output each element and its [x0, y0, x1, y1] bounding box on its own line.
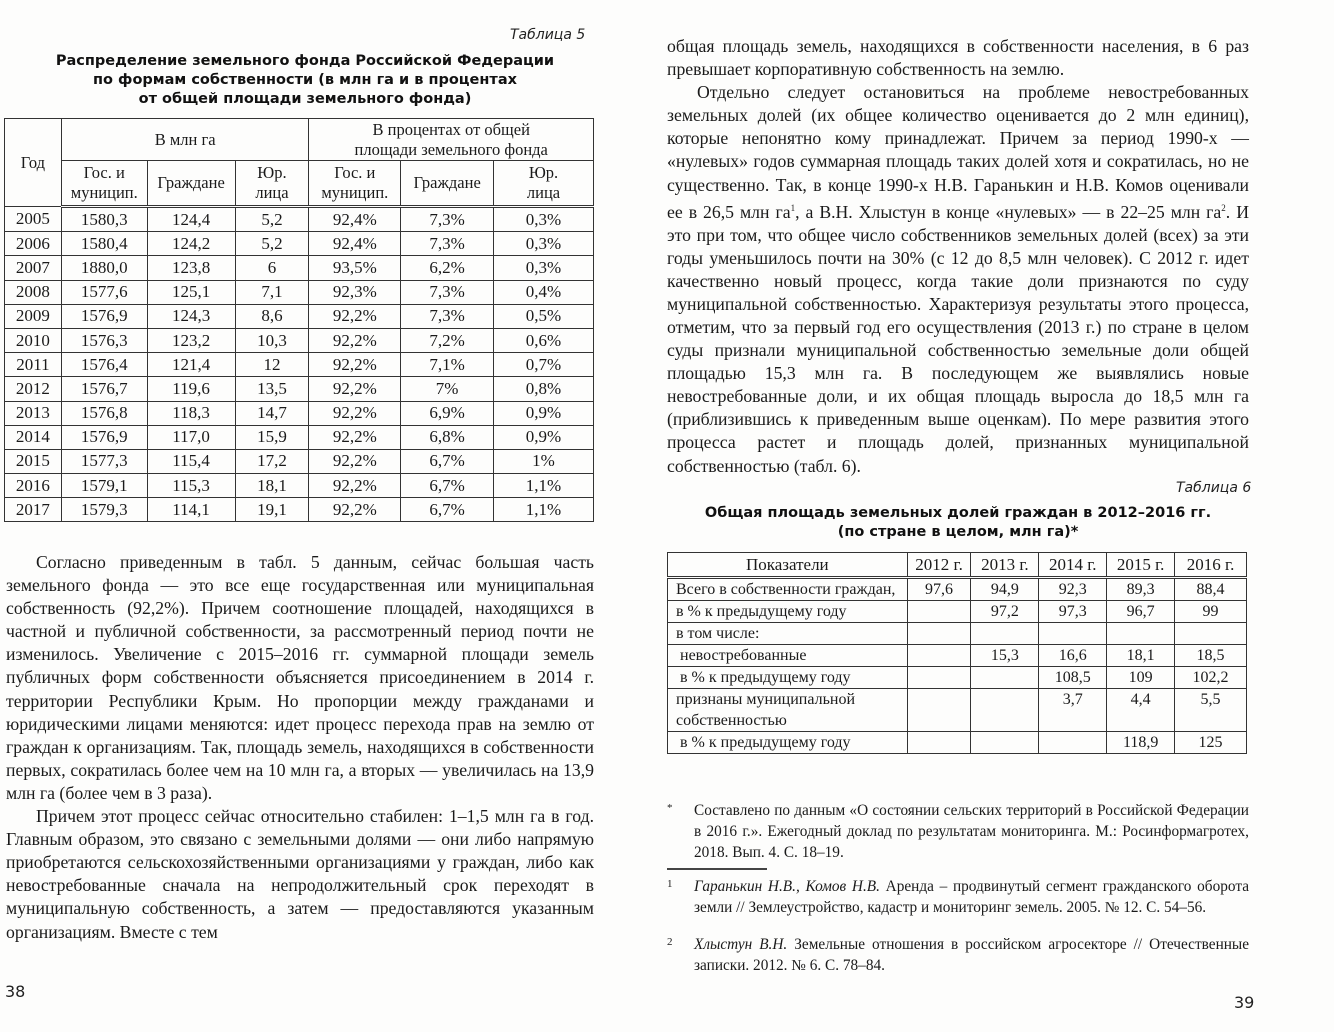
value-cell [907, 623, 971, 645]
value-cell: 92,2% [309, 474, 401, 498]
value-cell: 96,7 [1107, 601, 1175, 623]
header-year: 2014 г. [1039, 553, 1107, 578]
value-cell: 18,1 [235, 474, 309, 498]
value-cell [907, 689, 971, 732]
value-cell: 97,3 [1039, 601, 1107, 623]
value-cell: 0,6% [494, 328, 594, 352]
value-cell: 92,2% [309, 353, 401, 377]
value-cell: 6,9% [401, 401, 494, 425]
year-cell: 2013 [5, 401, 62, 425]
value-cell: 7% [401, 377, 494, 401]
value-cell: 5,2 [235, 232, 309, 256]
value-cell: 97,6 [907, 578, 971, 601]
indicator-cell: в % к предыдущему году [668, 601, 908, 623]
table6 [667, 552, 1247, 754]
value-cell: 6,8% [401, 425, 494, 449]
table-row [5, 498, 594, 522]
value-cell: 92,3% [309, 280, 401, 304]
paragraph [667, 81, 1249, 477]
value-cell: 92,2% [309, 449, 401, 473]
value-cell: 123,8 [147, 256, 235, 280]
table-row [668, 578, 1247, 601]
header-indicator: Показатели [668, 553, 908, 578]
value-cell: 1580,4 [61, 232, 147, 256]
footnote-divider [667, 868, 767, 870]
footnote-2 [667, 934, 1250, 976]
value-cell: 0,9% [494, 425, 594, 449]
table-row [668, 601, 1247, 623]
value-cell: 124,3 [147, 304, 235, 328]
value-cell: 7,1 [235, 280, 309, 304]
value-cell: 1,1% [494, 498, 594, 522]
value-cell: 19,1 [235, 498, 309, 522]
value-cell: 7,3% [401, 232, 494, 256]
table6-label: Таблица 6 [1176, 480, 1252, 496]
paragraph: общая площадь земель, находящихся в собственности населения, в 6 раз превышает корпоративную собственность на землю. [667, 36, 1249, 80]
value-cell: 88,4 [1175, 578, 1247, 601]
value-cell: 92,2% [309, 304, 401, 328]
value-cell: 1880,0 [61, 256, 147, 280]
indicator-cell: Всего в собственности граждан, [668, 578, 908, 601]
table6-title [667, 504, 1249, 542]
value-cell [907, 667, 971, 689]
footnote-text: Аренда – продвинутый сегмент гражданского оборота земли // Землеустройство, кадастр и мониторинг земель. 2005. № 12. С. 54–56. [694, 878, 1249, 916]
value-cell [1175, 623, 1247, 645]
header-group-mln: В млн га [61, 119, 309, 161]
value-cell: 1576,7 [61, 377, 147, 401]
value-cell: 7,3% [401, 207, 494, 232]
table-row [668, 689, 1247, 732]
year-cell: 2017 [5, 498, 62, 522]
table-row [668, 732, 1247, 754]
value-cell: 10,3 [235, 328, 309, 352]
value-cell: 1576,3 [61, 328, 147, 352]
value-cell: 109 [1107, 667, 1175, 689]
value-cell: 15,9 [235, 425, 309, 449]
header-col: Гос. и муницип. [61, 161, 147, 207]
value-cell: 102,2 [1175, 667, 1247, 689]
year-cell: 2016 [5, 474, 62, 498]
value-cell: 0,5% [494, 304, 594, 328]
year-cell: 2007 [5, 256, 62, 280]
table-row [668, 667, 1247, 689]
table-row [5, 232, 594, 256]
value-cell: 93,5% [309, 256, 401, 280]
value-cell: 0,3% [494, 256, 594, 280]
value-cell: 7,3% [401, 280, 494, 304]
value-cell: 119,6 [147, 377, 235, 401]
table6-title-line: (по стране в целом, млн га)* [837, 524, 1079, 540]
value-cell [1039, 623, 1107, 645]
header-col: Гос. и муницип. [309, 161, 401, 207]
value-cell: 6,7% [401, 474, 494, 498]
table6-title-line: Общая площадь земельных долей граждан в 2012–2016 гг. [704, 505, 1212, 521]
indicator-cell: в % к предыдущему году [668, 667, 908, 689]
value-cell: 6 [235, 256, 309, 280]
table-row [5, 353, 594, 377]
header-year: 2013 г. [971, 553, 1039, 578]
value-cell: 92,4% [309, 232, 401, 256]
value-cell: 18,1 [1107, 645, 1175, 667]
table5 [4, 118, 594, 522]
indicator-cell: в % к предыдущему году [668, 732, 908, 754]
table-row [5, 377, 594, 401]
value-cell: 117,0 [147, 425, 235, 449]
table-row [5, 256, 594, 280]
value-cell: 16,6 [1039, 645, 1107, 667]
value-cell: 0,8% [494, 377, 594, 401]
table-row [5, 280, 594, 304]
paragraph-part: Отдельно следует остановиться на проблеме невостребованных земельных долей (их общее количество оценивается до 2 млн единиц), которые непонятно кому принадлежат. Причем за период 1990-х — «нулевых» годов суммарная площадь таких долей хотя и сократилась, но не существенно. Так, в конце 1990-х Н.В. Гаранькин и Н.В. Комов оценивали ее в 26,5 млн га [667, 82, 1249, 222]
value-cell: 94,9 [971, 578, 1039, 601]
value-cell [971, 667, 1039, 689]
footnote-1 [667, 876, 1249, 918]
value-cell [907, 601, 971, 623]
footnote-text: Земельные отношения в российском агросекторе // Отечественные записки. 2012. № 6. С. 78–84. [694, 936, 1250, 974]
value-cell: 1,1% [494, 474, 594, 498]
header-col: Граждане [401, 161, 494, 207]
value-cell: 1579,3 [61, 498, 147, 522]
value-cell: 125 [1175, 732, 1247, 754]
value-cell: 99 [1175, 601, 1247, 623]
value-cell: 0,9% [494, 401, 594, 425]
table5-title-line: Распределение земельного фонда Российской Федерации [55, 53, 555, 69]
header-col: Юр. лица [494, 161, 594, 207]
value-cell: 1576,8 [61, 401, 147, 425]
table-row [668, 645, 1247, 667]
page-number: 39 [1234, 993, 1255, 1012]
value-cell: 5,2 [235, 207, 309, 232]
value-cell: 0,7% [494, 353, 594, 377]
value-cell: 118,9 [1107, 732, 1175, 754]
value-cell: 7,1% [401, 353, 494, 377]
header-year: 2016 г. [1175, 553, 1247, 578]
footnote-mark: 2 [667, 936, 673, 948]
footnote-ref[interactable]: 1 [790, 202, 796, 213]
value-cell: 97,2 [971, 601, 1039, 623]
value-cell: 108,5 [1039, 667, 1107, 689]
value-cell: 0,4% [494, 280, 594, 304]
header-col: Граждане [147, 161, 235, 207]
footnote-authors: Хлыстун В.Н. [694, 936, 788, 953]
value-cell: 1579,1 [61, 474, 147, 498]
value-cell: 0,3% [494, 232, 594, 256]
value-cell: 6,7% [401, 449, 494, 473]
value-cell: 1577,3 [61, 449, 147, 473]
year-cell: 2010 [5, 328, 62, 352]
value-cell: 115,3 [147, 474, 235, 498]
table-row [5, 207, 594, 232]
year-cell: 2014 [5, 425, 62, 449]
value-cell: 1576,4 [61, 353, 147, 377]
note-text: Составлено по данным «О состоянии сельских территорий в Российской Федерации в 2016 г.». Ежегодный доклад по результатам мониторинга. М.: Росинформагротех, 2018. Вып. 4. С. 18–19. [694, 802, 1249, 861]
value-cell: 3,7 [1039, 689, 1107, 732]
value-cell: 1576,9 [61, 425, 147, 449]
value-cell: 114,1 [147, 498, 235, 522]
value-cell: 115,4 [147, 449, 235, 473]
paragraph-part: , а В.Н. Хлыстун в конце «нулевых» — в 22–25 млн га [795, 201, 1222, 222]
value-cell [1107, 623, 1175, 645]
value-cell: 92,2% [309, 401, 401, 425]
right-body-text [667, 35, 1249, 478]
table5-title [20, 52, 590, 109]
header-year: 2012 г. [907, 553, 971, 578]
value-cell: 92,2% [309, 498, 401, 522]
value-cell: 92,2% [309, 377, 401, 401]
value-cell: 1577,6 [61, 280, 147, 304]
value-cell: 12 [235, 353, 309, 377]
value-cell: 92,3 [1039, 578, 1107, 601]
value-cell: 7,2% [401, 328, 494, 352]
year-cell: 2006 [5, 232, 62, 256]
value-cell: 6,2% [401, 256, 494, 280]
table5-label: Таблица 5 [510, 27, 586, 43]
value-cell: 14,7 [235, 401, 309, 425]
paragraph: Причем этот процесс сейчас относительно стабилен: 1–1,5 млн га в год. Главным образом, это связано с земельными долями — они либо напрямую приобретаются сельскохозяйственными организациями у граждан, либо как невостребованные сначала на непродолжительный срок переходят в муниципальную собственность, а затем — предоставляются указанным организациям. Вместе с тем [6, 806, 594, 942]
value-cell: 6,7% [401, 498, 494, 522]
year-cell: 2008 [5, 280, 62, 304]
table5-title-line: от общей площади земельного фонда) [138, 91, 472, 107]
footnote-ref[interactable]: 2 [1221, 202, 1226, 213]
value-cell [907, 732, 971, 754]
left-body-text [6, 551, 594, 944]
value-cell: 125,1 [147, 280, 235, 304]
left-page [0, 0, 620, 1032]
value-cell: 92,2% [309, 328, 401, 352]
value-cell: 121,4 [147, 353, 235, 377]
indicator-cell: в том числе: [668, 623, 908, 645]
value-cell: 89,3 [1107, 578, 1175, 601]
value-cell [1039, 732, 1107, 754]
header-year: Год [5, 119, 62, 207]
value-cell [971, 689, 1039, 732]
footnote-mark: 1 [667, 878, 673, 890]
year-cell: 2005 [5, 207, 62, 232]
paragraph-part: . И это при том, что общее число собственников земельных долей (всех) за эти годы уменьшилось почти на 30% (с 12 до 8,5 млн человек). С 2012 г. идет качественно новый процесс, когда такие доли признаются по суду муниципальной собственностью. Характеризуя результаты этого процесса, отметим, что за первый год его осуществления (2013 г.) по стране в целом суды признали муниципальной собственностью земельные доли общей площадью 15,3 млн га. В последующем же выявлялись новые невостребованные доли, и их общая площадь выросла до 18,5 млн га (приблизившись к приведенным выше оценкам). По мере развития этого процесса растет и площадь долей, признанных муниципальной собственностью (табл. 6). [667, 201, 1249, 476]
footnote-authors: Гаранькин Н.В., Комов Н.В. [694, 878, 880, 895]
right-page [640, 0, 1334, 1032]
value-cell: 7,3% [401, 304, 494, 328]
value-cell: 17,2 [235, 449, 309, 473]
year-cell: 2011 [5, 353, 62, 377]
value-cell: 18,5 [1175, 645, 1247, 667]
value-cell [907, 645, 971, 667]
value-cell [971, 732, 1039, 754]
indicator-cell: невостребованные [668, 645, 908, 667]
value-cell: 5,5 [1175, 689, 1247, 732]
table5-title-line: по формам собственности (в млн га и в процентах [93, 72, 517, 88]
year-cell: 2009 [5, 304, 62, 328]
value-cell: 123,2 [147, 328, 235, 352]
value-cell: 92,2% [309, 425, 401, 449]
value-cell: 1580,3 [61, 207, 147, 232]
year-cell: 2012 [5, 377, 62, 401]
value-cell [971, 623, 1039, 645]
indicator-cell: признаны муниципальной собственностью [668, 689, 908, 732]
value-cell: 13,5 [235, 377, 309, 401]
header-col: Юр. лица [235, 161, 309, 207]
table-row [5, 425, 594, 449]
value-cell: 124,2 [147, 232, 235, 256]
table-row [5, 449, 594, 473]
value-cell: 4,4 [1107, 689, 1175, 732]
table-row [668, 623, 1247, 645]
table-row [5, 304, 594, 328]
header-year: 2015 г. [1107, 553, 1175, 578]
table-row [5, 474, 594, 498]
header-group-pct: В процентах от общей площади земельного фонда [309, 119, 594, 161]
note-mark: * [667, 802, 673, 814]
paragraph: Согласно приведенным в табл. 5 данным, сейчас большая часть земельного фонда — это все еще государственная или муниципальная собственность (92,2%). Причем соотношение площадей, находящихся в частной и публичной собственности, за рассмотренный период почти не изменилось. Увеличение с 2015–2016 гг. суммарной площади земель публичных форм собственности объясняется присоединением в 2014 г. территории Республики Крым. Но пропорции между гражданами и юридическими лицами меняются: идет процесс перехода прав на землю от граждан к организациям. Так, площадь земель, находящихся в собственности первых, сократилась более чем на 10 млн га, а вторых — увеличилась на 13,9 млн га (более чем в 3 раза). [6, 552, 594, 803]
value-cell: 92,4% [309, 207, 401, 232]
value-cell: 1% [494, 449, 594, 473]
source-note [667, 800, 1249, 863]
value-cell: 15,3 [971, 645, 1039, 667]
value-cell: 8,6 [235, 304, 309, 328]
page-number: 38 [5, 982, 26, 1001]
value-cell: 124,4 [147, 207, 235, 232]
year-cell: 2015 [5, 449, 62, 473]
value-cell: 1576,9 [61, 304, 147, 328]
value-cell: 118,3 [147, 401, 235, 425]
value-cell: 0,3% [494, 207, 594, 232]
table-row [5, 328, 594, 352]
table-row [5, 401, 594, 425]
